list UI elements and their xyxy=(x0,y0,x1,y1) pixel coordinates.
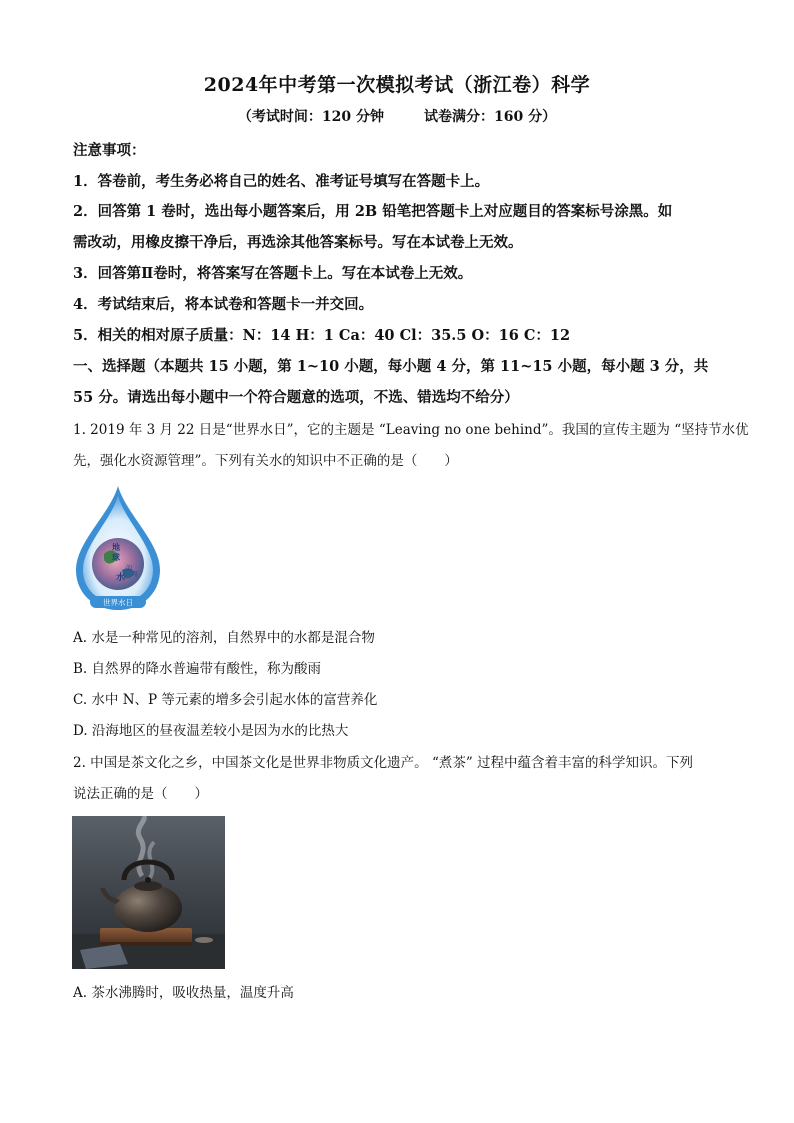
notes-heading: 注意事项： xyxy=(73,142,146,159)
note-item: 3．回答第Ⅱ卷时，将答案写在答题卡上。写在本试卷上无效。 xyxy=(73,265,473,282)
exam-time: （考试时间：120 分钟 xyxy=(237,109,384,125)
exam-info xyxy=(0,106,794,126)
svg-text:水: 水 xyxy=(116,573,126,583)
svg-text:用: 用 xyxy=(132,571,139,578)
logo-text: 世界水日 xyxy=(103,598,133,607)
page-title: 2024年中考第一次模拟考试（浙江卷）科学 xyxy=(203,74,591,96)
note-item: 需改动，用橡皮擦干净后，再选涂其他答案标号。写在本试卷上无效。 xyxy=(73,234,523,251)
option-a[interactable]: A. 茶水沸腾时，吸收热量，温度升高 xyxy=(73,985,294,1001)
exam-score: 试卷满分：160 分） xyxy=(424,109,557,125)
question-stem: 说法正确的是（ ） xyxy=(73,786,208,802)
question-stem: 1. 2019 年 3 月 22 日是“世界水日”，它的主题是 “Leaving no one behind”。我国的宣传主题为 “坚持节水优 xyxy=(73,422,749,438)
section-heading: 一、选择题（本题共 15 小题，第 1~10 小题，每小题 4 分，第 11~15 小题，每小题 3 分，共 xyxy=(73,358,709,375)
option-d[interactable]: D. 沿海地区的昼夜温差较小是因为水的比热大 xyxy=(73,723,349,739)
svg-text:的: 的 xyxy=(126,565,133,572)
option-a[interactable]: A. 水是一种常见的溶剂，自然界中的水都是混合物 xyxy=(73,630,375,646)
section-heading: 55 分。请选出每小题中一个符合题意的选项，不选、错选均不给分） xyxy=(73,389,519,406)
note-item: 5．相关的相对原子质量：N：14 H：1 Ca：40 Cl：35.5 O：16 C：12 xyxy=(73,327,571,344)
question-stem: 2. 中国是茶文化之乡，中国茶文化是世界非物质文化遗产。 “煮茶” 过程中蕴含着丰富的科学知识。下列 xyxy=(73,755,694,771)
note-item: 2．回答第 1 卷时，选出每小题答案后，用 2B 铅笔把答题卡上对应题目的答案标号涂黑。如 xyxy=(73,203,673,220)
question-stem: 先，强化水资源管理”。下列有关水的知识中不正确的是（ ） xyxy=(73,453,458,469)
world-water-day-logo xyxy=(70,484,166,616)
option-b[interactable]: B. 自然界的降水普遍带有酸性，称为酸雨 xyxy=(73,661,322,677)
note-item: 4．考试结束后，将本试卷和答题卡一并交回。 xyxy=(73,296,374,313)
svg-text:球: 球 xyxy=(112,553,120,562)
option-c[interactable]: C. 水中 N、P 等元素的增多会引起水体的富营养化 xyxy=(73,692,378,708)
svg-text:地: 地 xyxy=(112,543,120,552)
note-item: 1．答卷前，考生务必将自己的姓名、准考证号填写在答题卡上。 xyxy=(73,173,490,190)
tea-kettle-photo xyxy=(72,816,225,969)
